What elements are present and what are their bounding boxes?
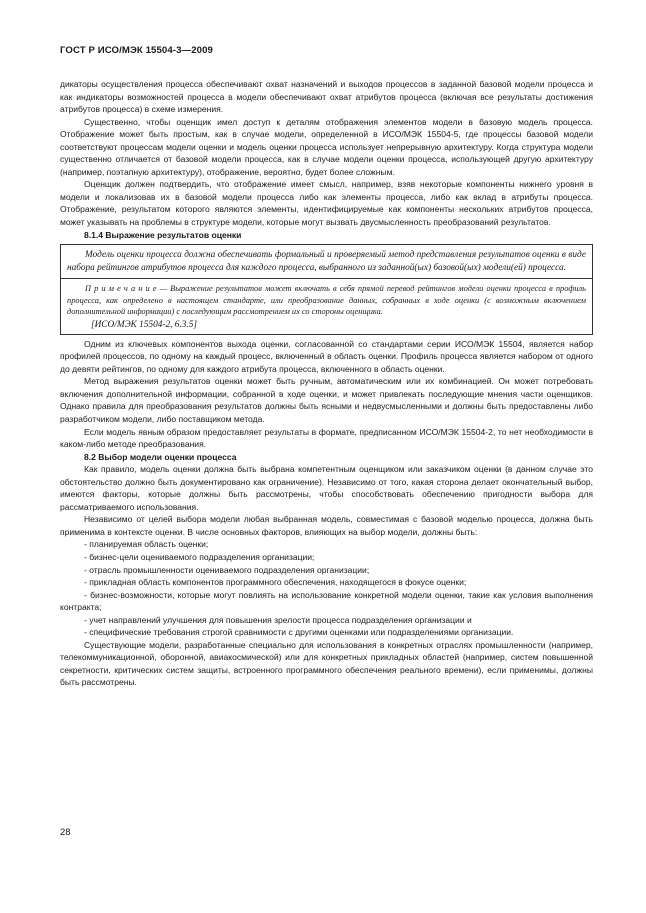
note <box>67 283 586 318</box>
paragraph: Существенно, чтобы оценщик имел доступ к деталям отображения элементов модели в базовую модель процесса. Отображение может быть простым, как в случае модели, определенной в ИСО/МЭК 15504-5, где процессы базовой модели соответствуют процессам модели оценки и модель оценки процесса использует непрерывную архитектуру. Когда структура модели существенно отличается от базовой модели процесса, как в случае модели оценки процесса, использующей другую архитектуру (например, поэтапную архитектуру), отображение, вероятно, будет более сложным. <box>60 116 593 177</box>
document-body <box>60 78 593 689</box>
paragraph: Метод выражения результатов оценки может быть ручным, автоматическим или их комбинацией. Он может потребовать включения дополнительной информации, собранной в ходе оценки, и может привлекать последующие мнения части оценщиков. Однако правила для преобразования результатов должны быть ясными и недвусмысленными и должны быть предоставлены либо разработчиком модели, либо поставщиком метода. <box>60 376 593 424</box>
note-text: — Выражение результатов может включать в себя прямой перевод рейтингов модели оценки процесса в профиль процесса, как определено в настоящем стандарте, или преобразование данных, собранных в ходе оценки (с возможным включением дополнительной информации) с последующим рассмотрением их со стороны оценщика. <box>67 284 586 317</box>
list-item: - бизнес-цели оцениваемого подразделения организации; <box>84 551 315 562</box>
page-number: 28 <box>60 827 71 838</box>
requirement-text: Модель оценки процесса должна обеспечивать формальный и проверяемый метод представления результатов оценки в виде набора рейтингов атрибутов процесса для каждого процесса, выбранного из заданной(ых) базовой(ых) модели(ей) процесса. <box>67 250 586 273</box>
list-item: - отрасль промышленности оцениваемого подразделения организации; <box>84 564 370 575</box>
paragraph: Если модель явным образом предоставляет результаты в формате, предписанном ИСО/МЭК 15504-2, то нет необходимости в каком-либо методе преобразования. <box>60 426 593 450</box>
paragraph: Существующие модели, разработанные специально для использования в конкретных отраслях промышленности (например, телекоммуникационной, оборонной, авиакосмической) или для конкретных прикладных областей (например, систем повышенной секретности, критических систем защиты, встроенного программного обеспечения реального времени), если применимы, должны быть рассмотрены. <box>60 639 593 688</box>
requirement-box <box>60 244 593 335</box>
paragraph: дикаторы осуществления процесса обеспечивают охват назначений и выходов процессов в заданной базовой модели процесса и как индикаторы возможностей процесса в модели обеспечивают охват атрибутов процесса (включая все результаты достижения атрибутов процесса) в схеме измерения. <box>60 79 593 115</box>
list-item: - прикладная область компонентов программного обеспечения, находящегося в фокусе оценки; <box>84 577 467 588</box>
page-header: ГОСТ Р ИСО/МЭК 15504-3—2009 <box>60 45 213 56</box>
list-item: - планируемая область оценки; <box>84 539 209 550</box>
paragraph: Независимо от целей выбора модели любая выбранная модель, совместимая с базовой моделью процесса, должна быть применима в контексте оценки. В числе основных факторов, влияющих на выбор модели, должны быть: <box>60 514 593 537</box>
paragraph: Одним из ключевых компонентов выхода оценки, согласованной со стандартами серии ИСО/МЭК 15504, является набор профилей процессов, по одному на каждый процесс, включенный в область оценки. Профиль процесса является набором от одного до девяти рейтингов, по одному для каждого атрибута процесса, включенного в область оценки. <box>60 338 593 374</box>
list-item: - учет направлений улучшения для повышения зрелости процесса подразделения организации и <box>84 614 472 625</box>
paragraph: Оценщик должен подтвердить, что отображение имеет смысл, например, взяв некоторые компоненты нижнего уровня в модели и локализовав их в базовой модели процесса либо как элементы процесса, либо как вклад в атрибуты процесса. Отображение, результатом которого являются элементы, идентифицируемые как компоненты нескольких атрибутов процесса, может указывать на проблемы в структуре модели, которые могут вызвать двусмысленность преобразований результатов. <box>60 179 593 228</box>
list-item: - специфические требования строгой сравнимости с другими оценками или подразделениями организации. <box>84 627 514 638</box>
list-item: - бизнес-возможности, которые могут повлиять на использование конкретной модели оценки, такие как условия выполнения контракта; <box>60 589 593 613</box>
paragraph: Как правило, модель оценки должна быть выбрана компетентным оценщиком или заказчиком оценки (в данном случае это обстоятельство должно быть документировано как ограничение). Независимо от того, какая сторона делает окончательный выбор, имеются факторы, которые должны быть рассмотрены, чтобы способствовать обеспечению пригодности выбора для рассматриваемого использования. <box>60 464 593 512</box>
reference: [ИСО/МЭК 15504-2, 6.3.5] <box>91 320 198 331</box>
box-divider <box>61 278 592 279</box>
section-heading: 8.1.4 Выражение результатов оценки <box>84 229 242 240</box>
section-heading: 8.2 Выбор модели оценки процесса <box>84 451 237 462</box>
note-label: П р и м е ч а н и е <box>85 284 157 294</box>
